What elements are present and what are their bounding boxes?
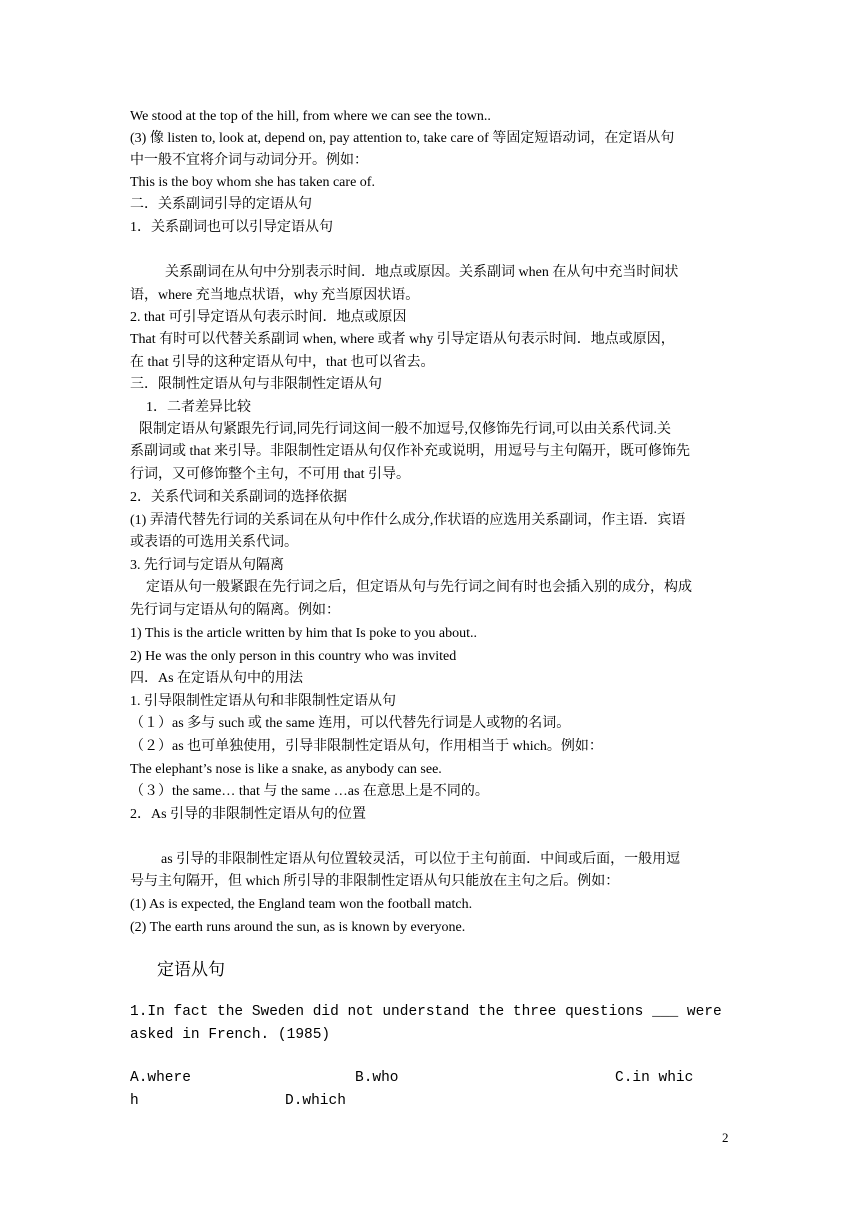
text-line: 2．As 引导的非限制性定语从句的位置 (130, 807, 367, 822)
question-text: 1.In fact the Sweden did not understand the three questions ___ were (130, 1004, 722, 1020)
text-line: （２）as 也可单独使用，引导非限制性定语从句，作用相当于 which。例如： (130, 739, 603, 754)
text-line: 或表语的可选用关系代词。 (130, 535, 298, 550)
text-line: 先行词与定语从句的隔离。例如： (130, 603, 340, 618)
text-line: 2) He was the only person in this country who was invited (130, 649, 457, 664)
text-line: 在 that 引导的这种定语从句中，that 也可以省去。 (130, 355, 435, 370)
text-line: (1) 弄清代替先行词的关系词在从句中作什么成分,作状语的应选用关系副词，作主语．宾语 (130, 513, 686, 528)
text-line: 语，where 充当地点状语，why 充当原因状语。 (130, 288, 420, 303)
text-line: 3. 先行词与定语从句隔离 (130, 558, 284, 573)
option-a: A.where (130, 1070, 191, 1086)
text-line: The elephant’s nose is like a snake, as anybody can see. (130, 762, 442, 777)
section-title: 定语从句 (157, 960, 225, 979)
text-line: 1) This is the article written by him that Is poke to you about.. (130, 626, 477, 641)
section-heading: 四．As 在定语从句中的用法 (130, 671, 304, 686)
text-line: 号与主句隔开，但 which 所引导的非限制性定语从句只能放在主句之后。例如： (130, 874, 620, 889)
option-d: D.which (285, 1093, 346, 1109)
text-line: (2) The earth runs around the sun, as is known by everyone. (130, 920, 466, 935)
option-c: C.in whic (615, 1070, 694, 1086)
section-heading: 三．限制性定语从句与非限制性定语从句 (130, 377, 382, 392)
option-c-continued: h (130, 1093, 139, 1109)
text-line: We stood at the top of the hill, from where we can see the town.. (130, 109, 491, 124)
text-line: 2．关系代词和关系副词的选择依据 (130, 490, 347, 505)
text-line: （３）the same… that 与 the same …as 在意思上是不同的。 (130, 784, 489, 799)
text-line: 1．关系副词也可以引导定语从句 (130, 220, 333, 235)
text-line: （１）as 多与 such 或 the same 连用，可以代替先行词是人或物的名词。 (130, 716, 571, 731)
text-line: 定语从句一般紧跟在先行词之后，但定语从句与先行词之间有时也会插入别的成分，构成 (146, 580, 692, 595)
section-heading: 二．关系副词引导的定语从句 (130, 197, 312, 212)
text-line: This is the boy whom she has taken care of. (130, 175, 375, 190)
text-line: 2. that 可引导定语从句表示时间．地点或原因 (130, 310, 407, 325)
question-text: asked in French. (1985) (130, 1027, 331, 1043)
text-line: 1．二者差异比较 (146, 400, 251, 415)
text-line: 系副词或 that 来引导。非限制性定语从句仅作补充或说明，用逗号与主句隔开，既可修饰先 (130, 444, 690, 459)
text-line: 中一般不宜将介词与动词分开。例如： (130, 153, 368, 168)
text-line: That 有时可以代替关系副词 when, where 或者 why 引导定语从句表示时间．地点或原因， (130, 332, 675, 347)
text-line: 关系副词在从句中分别表示时间．地点或原因。关系副词 when 在从句中充当时间状 (165, 265, 679, 280)
text-line: 行词，又可修饰整个主句，不可用 that 引导。 (130, 467, 410, 482)
text-line: as 引导的非限制性定语从句位置较灵活，可以位于主句前面．中间或后面，一般用逗 (161, 852, 681, 867)
page-number: 2 (722, 1130, 729, 1145)
option-b: B.who (355, 1070, 399, 1086)
text-line: 1. 引导限制性定语从句和非限制性定语从句 (130, 694, 396, 709)
text-line: 限制定语从句紧跟先行词,同先行词这间一般不加逗号,仅修饰先行词,可以由关系代词.关 (139, 422, 671, 437)
text-line: (3) 像 listen to, look at, depend on, pay attention to, take care of 等固定短语动词，在定语从句 (130, 131, 675, 146)
text-line: (1) As is expected, the England team won the football match. (130, 897, 473, 912)
